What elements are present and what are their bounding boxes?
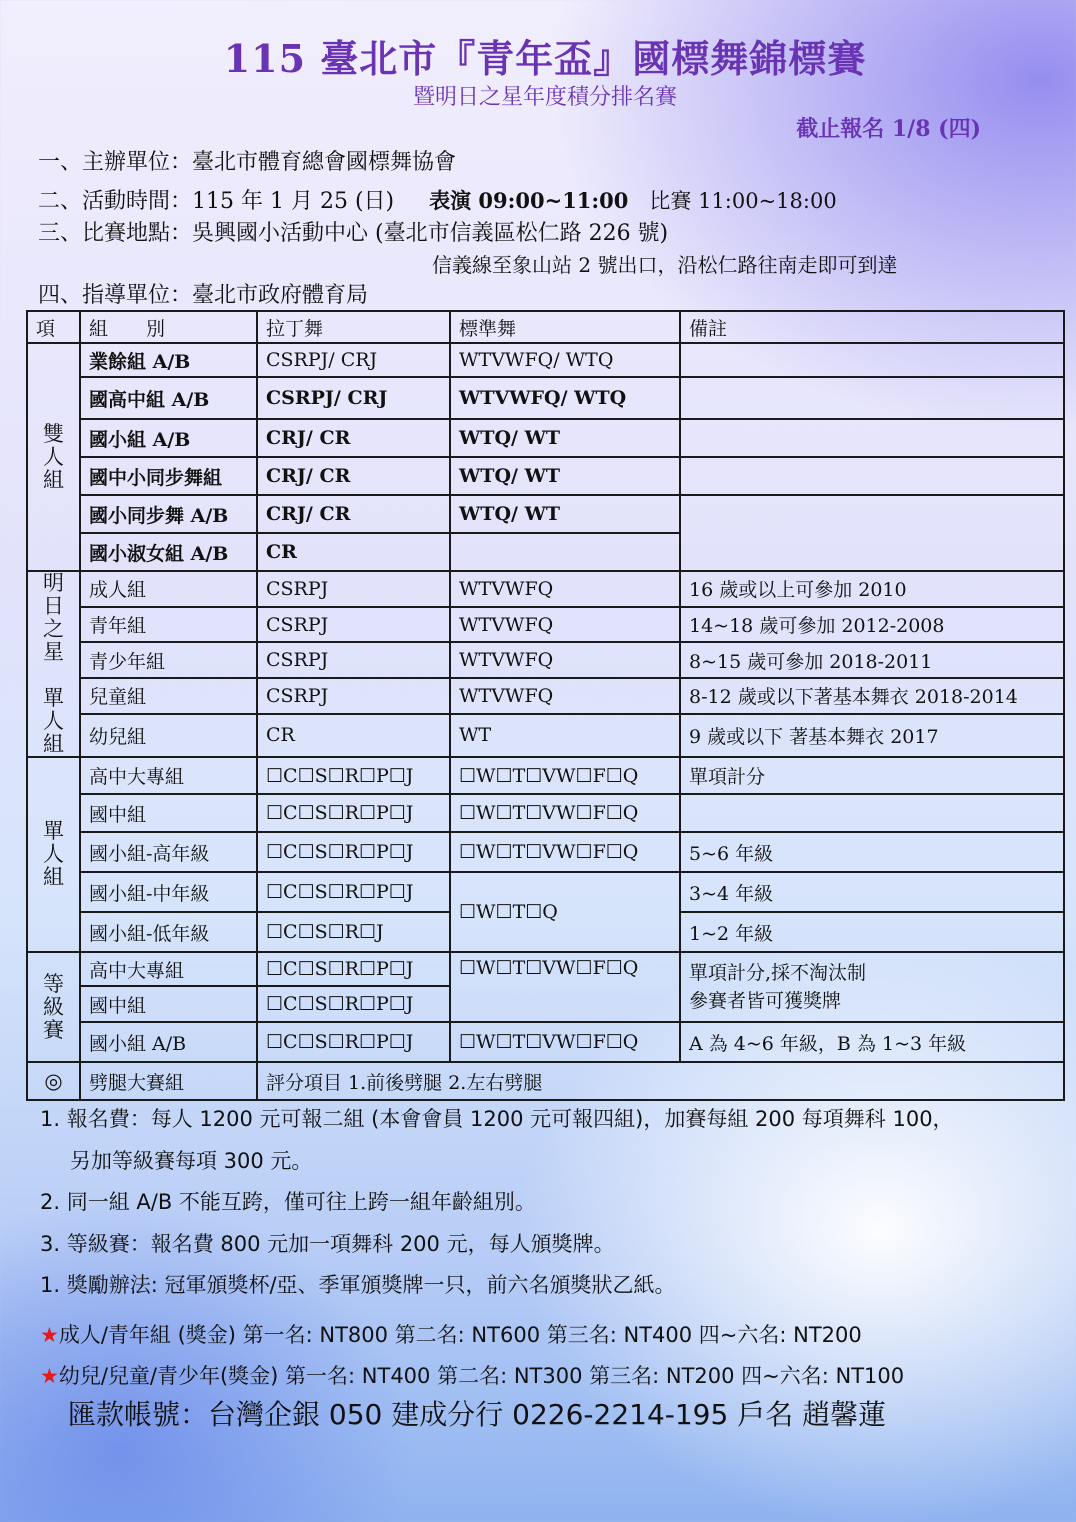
- star-icon: ★: [40, 1323, 59, 1347]
- table-row: [27, 832, 1064, 872]
- star-icon: ★: [40, 1364, 59, 1388]
- event-time-line: [38, 184, 837, 215]
- header-item: 項: [27, 311, 80, 343]
- prize-child-text: 幼兒/兒童/青少年(獎金) 第一名: NT400 第二名: NT300 第三名: NT200 四~六名: NT100: [58, 1364, 905, 1388]
- table-row: [27, 495, 1064, 533]
- directions-line: 信義線至象山站 2 號出口，沿松仁路往南走即可到達: [432, 253, 898, 277]
- grade-remark-line1: 單項計分,採不淘汰制: [689, 962, 867, 984]
- group-cell: 國小組-中年級: [80, 872, 257, 912]
- table-row: [27, 642, 1064, 678]
- split-description: 評分項目 1.前後劈腿 2.左右劈腿: [257, 1062, 1064, 1100]
- group-cell: 國高中組 A/B: [80, 377, 257, 419]
- group-cell: 國中小同步舞組: [80, 457, 257, 495]
- table-row: [27, 377, 1064, 419]
- latin-cell: CRJ/ CR: [257, 495, 450, 533]
- remarks-cell: 單項計分: [680, 757, 1064, 794]
- table-row: [27, 952, 1064, 986]
- standard-cell: ☐W☐T☐VW☐F☐Q: [450, 952, 680, 1022]
- remarks-cell: 8~15 歲可參加 2018-2011: [680, 642, 1064, 678]
- supervisor-line: 四、指導單位：臺北市政府體育局: [38, 283, 369, 308]
- note-fee: 1. 報名費：每人 1200 元可報二組 (本會會員 1200 元可報四組)，加賽每組 200 每項舞科 100，: [40, 1107, 954, 1131]
- standard-cell: ☐W☐T☐VW☐F☐Q: [450, 832, 680, 872]
- latin-cell: ☐C☐S☐R☐P☐J: [257, 757, 450, 794]
- header-standard: 標準舞: [450, 311, 680, 343]
- standard-cell: ☐W☐T☐Q: [450, 872, 680, 952]
- registration-deadline: 截止報名 1/8 (四): [796, 116, 981, 142]
- group-cell: 國小組-低年級: [80, 912, 257, 952]
- group-cell: 國小淑女組 A/B: [80, 533, 257, 571]
- show-time: 表演 09:00~11:00: [429, 188, 629, 213]
- table-row: [27, 757, 1064, 794]
- prize-child: [40, 1360, 904, 1390]
- latin-cell: ☐C☐S☐R☐P☐J: [257, 952, 450, 986]
- bank-account: 匯款帳號：台灣企銀 050 建成分行 0226-2214-195 戶名 趙馨蓮: [68, 1398, 887, 1431]
- group-cell: 幼兒組: [80, 714, 257, 757]
- prize-adult: [40, 1319, 862, 1349]
- latin-cell: CSRPJ: [257, 571, 450, 607]
- table-row: [27, 872, 1064, 912]
- latin-cell: CSRPJ/ CRJ: [257, 343, 450, 377]
- remarks-cell: [680, 419, 1064, 457]
- latin-cell: ☐C☐S☐R☐P☐J: [257, 794, 450, 832]
- latin-cell: CRJ/ CR: [257, 457, 450, 495]
- standard-cell: WTVWFQ/ WTQ: [450, 343, 680, 377]
- latin-cell: CSRPJ: [257, 607, 450, 643]
- note-awards: 1. 獎勵辦法: 冠軍頒獎杯/亞、季軍頒獎牌一只，前六名頒獎狀乙紙。: [40, 1273, 676, 1297]
- group-cell: 成人組: [80, 571, 257, 607]
- remarks-cell: [680, 377, 1064, 419]
- header-latin: 拉丁舞: [257, 311, 450, 343]
- remarks-cell: 16 歲或以上可參加 2010: [680, 571, 1064, 607]
- standard-cell: WTVWFQ: [450, 678, 680, 714]
- remarks-cell: [680, 343, 1064, 377]
- category-rising-star-line2: 單人組: [43, 686, 64, 756]
- group-cell: 劈腿大賽組: [80, 1062, 257, 1100]
- group-cell: 國小同步舞 A/B: [80, 495, 257, 533]
- note-cross-group: 2. 同一組 A/B 不能互跨，僅可往上跨一組年齡組別。: [40, 1190, 536, 1214]
- note-fee-cont: 另加等級賽每項 300 元。: [70, 1149, 313, 1173]
- latin-cell: ☐C☐S☐R☐P☐J: [257, 1022, 450, 1062]
- prize-adult-text: 成人/青年組 (獎金) 第一名: NT800 第二名: NT600 第三名: NT400 四~六名: NT200: [58, 1323, 862, 1347]
- group-cell: 國小組 A/B: [80, 419, 257, 457]
- remarks-cell: A 為 4~6 年級，B 為 1~3 年級: [680, 1022, 1064, 1062]
- latin-cell: ☐C☐S☐R☐P☐J: [257, 832, 450, 872]
- standard-cell: WTQ/ WT: [450, 495, 680, 533]
- remarks-cell: [680, 952, 1064, 1022]
- category-single: 單人組: [27, 757, 80, 952]
- header-remarks: 備註: [680, 311, 1064, 343]
- group-cell: 青少年組: [80, 642, 257, 678]
- table-row: [27, 678, 1064, 714]
- remarks-cell: [680, 457, 1064, 495]
- table-row: [27, 794, 1064, 832]
- category-rising-star-line1: 明日之星: [43, 571, 64, 664]
- standard-cell: ☐W☐T☐VW☐F☐Q: [450, 1022, 680, 1062]
- table-row: [27, 607, 1064, 643]
- standard-cell: WTQ/ WT: [450, 419, 680, 457]
- group-cell: 兒童組: [80, 678, 257, 714]
- table-row: [27, 714, 1064, 757]
- header-group: 組 別: [80, 311, 257, 343]
- standard-cell: WTVWFQ/ WTQ: [450, 377, 680, 419]
- group-cell: 國小組 A/B: [80, 1022, 257, 1062]
- table-row: [27, 343, 1064, 377]
- group-cell: 國中組: [80, 794, 257, 832]
- latin-cell: ☐C☐S☐R☐P☐J: [257, 872, 450, 912]
- group-cell: 國小組-高年級: [80, 832, 257, 872]
- table-header-row: [27, 311, 1064, 343]
- standard-cell: [450, 533, 680, 571]
- standard-cell: WTVWFQ: [450, 571, 680, 607]
- category-rising-star: [27, 571, 80, 757]
- standard-cell: ☐W☐T☐VW☐F☐Q: [450, 757, 680, 794]
- competition-time: 比賽 11:00~18:00: [649, 189, 837, 213]
- page-title: 115 臺北市『青年盃』國標舞錦標賽: [223, 36, 867, 81]
- standard-cell: WTQ/ WT: [450, 457, 680, 495]
- remarks-cell: 1~2 年級: [680, 912, 1064, 952]
- group-cell: 業餘組 A/B: [80, 343, 257, 377]
- latin-cell: CRJ/ CR: [257, 419, 450, 457]
- event-date: 二、活動時間：115 年 1 月 25 (日): [38, 189, 395, 214]
- latin-cell: CSRPJ: [257, 642, 450, 678]
- table-row: [27, 1022, 1064, 1062]
- latin-cell: CSRPJ/ CRJ: [257, 377, 450, 419]
- event-table: [26, 310, 1065, 1101]
- standard-cell: WTVWFQ: [450, 607, 680, 643]
- remarks-cell: 8-12 歲或以下著基本舞衣 2018-2014: [680, 678, 1064, 714]
- standard-cell: ☐W☐T☐VW☐F☐Q: [450, 794, 680, 832]
- remarks-cell: 3~4 年級: [680, 872, 1064, 912]
- split-mark: ◎: [27, 1062, 80, 1100]
- table-row: [27, 571, 1064, 607]
- latin-cell: CSRPJ: [257, 678, 450, 714]
- page-subtitle: 暨明日之星年度積分排名賽: [412, 85, 677, 110]
- category-couple: 雙人組: [27, 343, 80, 571]
- group-cell: 國中組: [80, 986, 257, 1022]
- grade-remark-line2: 參賽者皆可獲獎牌: [689, 990, 842, 1012]
- remarks-cell: 5~6 年級: [680, 832, 1064, 872]
- venue-line: 三、比賽地點：吳興國小活動中心 (臺北市信義區松仁路 226 號): [38, 221, 669, 246]
- remarks-cell: 14~18 歲可參加 2012-2008: [680, 607, 1064, 643]
- latin-cell: CR: [257, 533, 450, 571]
- group-cell: 高中大專組: [80, 757, 257, 794]
- table-row: [27, 1062, 1064, 1100]
- latin-cell: ☐C☐S☐R☐P☐J: [257, 986, 450, 1022]
- note-grade: 3. 等級賽：報名費 800 元加一項舞科 200 元，每人頒獎牌。: [40, 1232, 615, 1256]
- standard-cell: WT: [450, 714, 680, 757]
- group-cell: 青年組: [80, 607, 257, 643]
- latin-cell: ☐C☐S☐R☐J: [257, 912, 450, 952]
- latin-cell: CR: [257, 714, 450, 757]
- organizer-line: 一、主辦單位：臺北市體育總會國標舞協會: [38, 150, 457, 175]
- standard-cell: WTVWFQ: [450, 642, 680, 678]
- group-cell: 高中大專組: [80, 952, 257, 986]
- remarks-cell: 9 歲或以下 著基本舞衣 2017: [680, 714, 1064, 757]
- category-grade: 等級賽: [27, 952, 80, 1062]
- remarks-cell: [680, 495, 1064, 571]
- remarks-cell: [680, 794, 1064, 832]
- table-row: [27, 419, 1064, 457]
- table-row: [27, 457, 1064, 495]
